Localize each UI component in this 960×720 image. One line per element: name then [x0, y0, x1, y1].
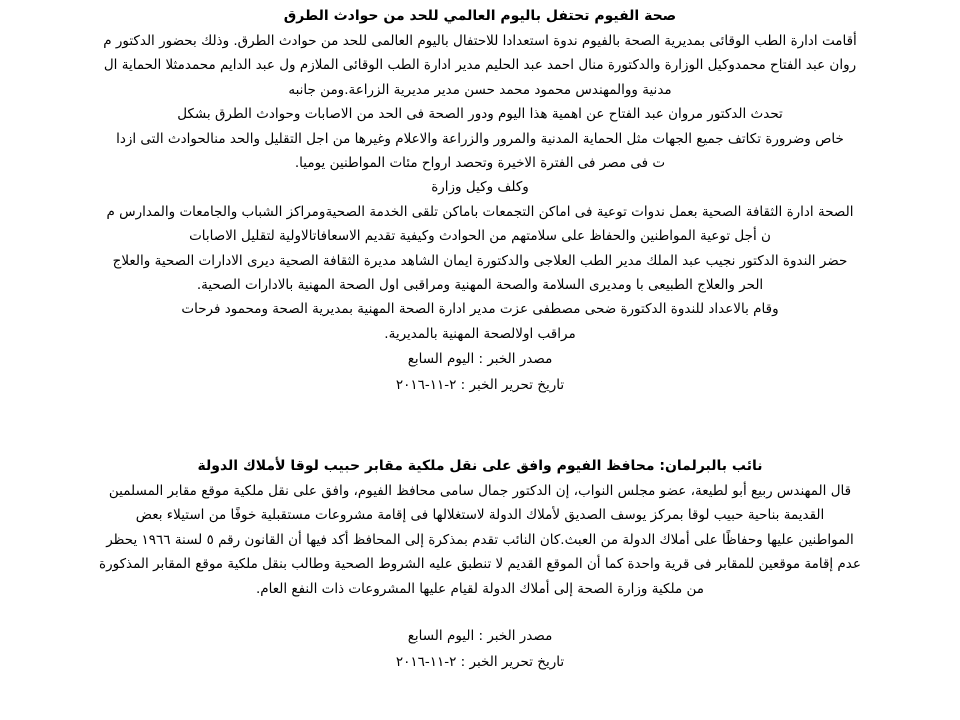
article-line: تحدث الدكتور مروان عبد الفتاح عن اهمية هذا اليوم ودور الصحة فى الحد من الاصابات وحوادث الطرق بشكل: [177, 106, 783, 123]
article-line: ت فى مصر فى الفترة الاخيرة وتحصد ارواح مئات المواطنين يوميا.: [294, 155, 666, 172]
news-article: [0, 4, 960, 398]
article-line: خاص وضرورة تكاتف جميع الجهات مثل الحماية المدنية والمرور والزراعة والاعلام وغيرها من اجل التقليل والحد منالحوادث التى ازدا: [116, 130, 844, 147]
article-source: مصدر الخبر : اليوم السابع: [407, 351, 553, 368]
article-body: [0, 479, 960, 601]
article-line: من ملكية وزارة الصحة إلى أملاك الدولة لقيام عليها المشروعات ذات النفع العام.: [255, 580, 705, 597]
article-line: وقام بالاعداد للندوة الدكتورة ضحى مصطفى عزت مدير ادارة الصحة المهنية بمديرية الصحة ومحمود فرحات: [181, 301, 779, 318]
article-line: ن أجل توعية المواطنين والحفاظ على سلامتهم من الحوادث وكيفية تقديم الاسعافاتالاولية لتقليل الاصابات: [189, 228, 771, 245]
article-source: مصدر الخبر : اليوم السابع: [407, 628, 553, 645]
article-date: تاريخ تحرير الخبر : ٢-١١-٢٠١٦: [395, 377, 565, 394]
spacer: [0, 601, 960, 623]
article-line: الصحة ادارة الثقافة الصحية بعمل ندوات توعية فى اماكن التجمعات باماكن تلقى الخدمة الصحيةومراكز الشباب والجامعات والمدارس م: [106, 203, 854, 220]
news-article: [0, 454, 960, 675]
article-line: أقامت ادارة الطب الوقائى بمديرية الصحة بالفيوم ندوة استعدادا للاحتفال باليوم العالمى للحد من حوادث الطرق. وذلك بحضور الدكتور م: [103, 33, 857, 49]
article-headline: صحة الفيوم تحتفل باليوم العالمي للحد من حوادث الطرق: [283, 8, 677, 24]
article-date: تاريخ تحرير الخبر : ٢-١١-٢٠١٦: [395, 654, 565, 671]
article-line: المواطنين عليها وحفاظًا على أملاك الدولة من العبث.كان النائب تقدم بمذكرة إلى المحافظ أكد فيها أن القانون رقم ٥ لسنة ١٩٦٦ يحظر: [106, 531, 854, 548]
article-line: عدم إقامة موقعين للمقابر فى قرية واحدة كما أن الموقع القديم لا تنطبق عليه الشروط الصحية وطالب بنقل ملكية موقع المقابر المذكورة: [99, 556, 861, 573]
article-line: مدنية ووالمهندس محمود محمد حسن مدير مديرية الزراعة.ومن جانبه: [288, 81, 672, 98]
article-headline: نائب بالبرلمان: محافظ الفيوم وافق على نقل ملكية مقابر حبيب لوقا لأملاك الدولة: [197, 458, 763, 474]
article-line: قال المهندس ربيع أبو لطيعة، عضو مجلس النواب، إن الدكتور جمال سامى محافظ الفيوم، وافق على نقل ملكية موقع مقابر المسلمين: [108, 483, 852, 499]
article-line: وكلف وكيل وزارة: [431, 179, 529, 196]
article-line: مراقب اولالصحة المهنية بالمديرية.: [384, 325, 576, 342]
article-line: الحر والعلاج الطبيعى با ومديرى السلامة والصحة المهنية ومراقبى اول الصحة المهنية بالادارات الصحية.: [196, 277, 764, 294]
article-line: القديمة بناحية حبيب لوقا بمركز يوسف الصديق لأملاك الدولة لاستغلالها فى إقامة مشروعات مستقبلية خوفًا من استيلاء بعض: [135, 507, 825, 524]
article-line: روان عبد الفتاح محمدوكيل الوزارة والدكتورة منال احمد عبد الحليم مدير ادارة الطب الوقائى الملازم ول عبد الدايم محمدمثلا الحماية ال: [103, 57, 857, 74]
article-line: حضر الندوة الدكتور نجيب عبد الملك مدير الطب العلاجى والدكتورة ايمان الشاهد مديرة الثقافة الصحية ديرى الادارات الصحية والعلاج: [112, 252, 848, 269]
article-body: [0, 29, 960, 346]
